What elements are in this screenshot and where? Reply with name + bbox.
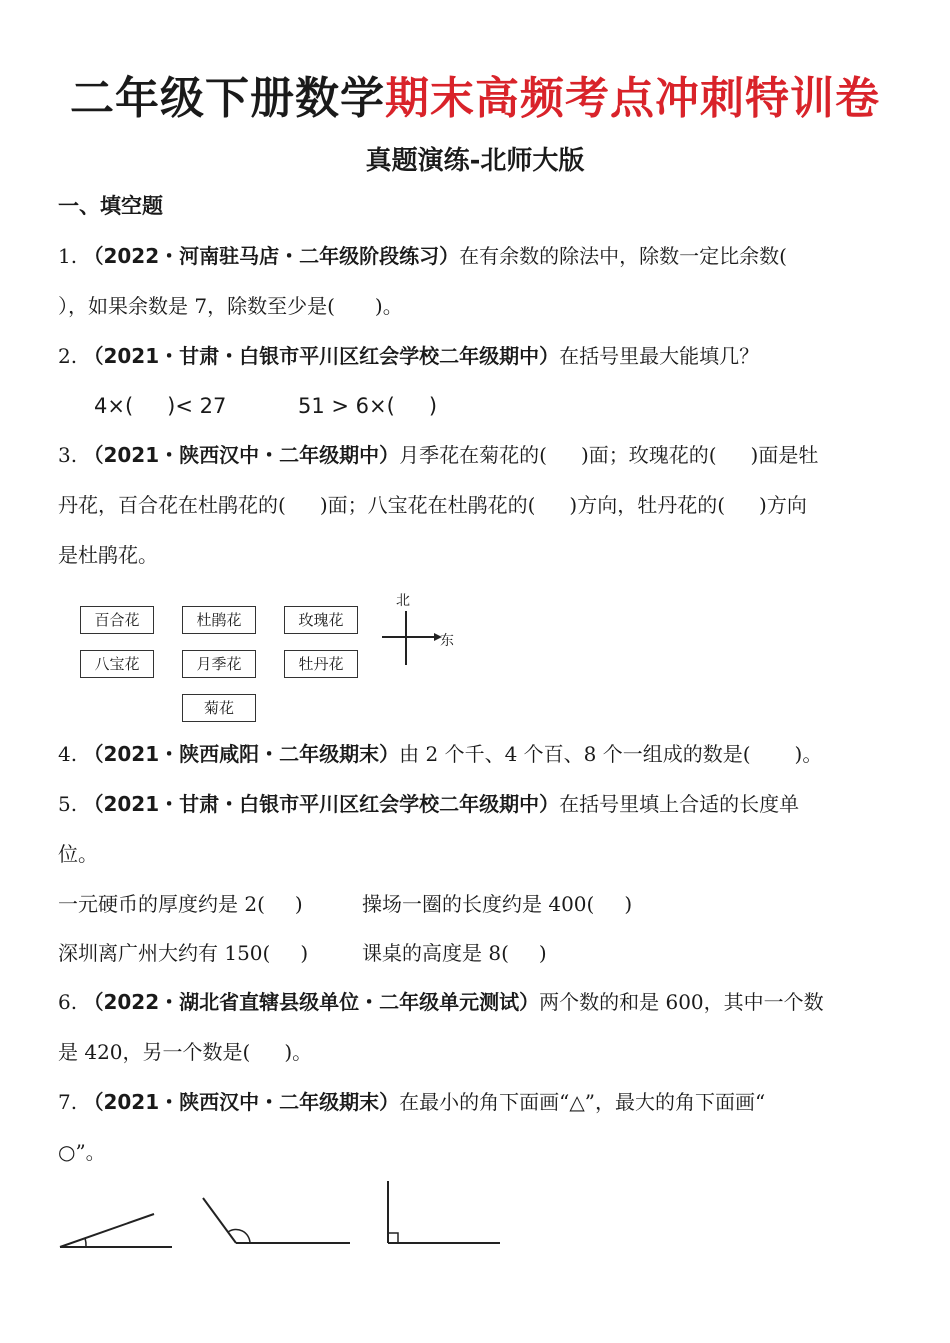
q6-text3: )。 — [284, 1040, 313, 1064]
q3-source: （2021・陕西汉中・二年级期中） — [83, 443, 400, 467]
section-heading: 一、填空题 — [58, 194, 163, 218]
q4-source: （2021・陕西咸阳・二年级期末） — [83, 742, 400, 766]
q7-line2 — [58, 1137, 106, 1167]
box-baihehua: 百合花 — [80, 606, 154, 634]
q5-coin-text: 一元硬币的厚度约是 2( — [58, 892, 265, 916]
q5-line2 — [58, 839, 98, 869]
acute-angle — [60, 1214, 172, 1247]
q1-number: 1. — [58, 244, 78, 268]
angles-figure — [50, 1175, 510, 1260]
q2-expr1-right: )< 27 — [167, 394, 227, 418]
q5-text1: 在括号里填上合适的长度单 — [559, 792, 800, 816]
q1-source: （2022・河南驻马店・二年级阶段练习） — [83, 244, 460, 268]
q3-text4: 丹花，百合花在杜鹃花的( — [58, 493, 286, 517]
q3-text8: 是杜鹃花。 — [58, 543, 158, 567]
q3-text5: )面；八宝花在杜鹃花的( — [319, 493, 536, 517]
q2-expr2 — [298, 391, 437, 421]
q5-desk-close: ) — [538, 941, 547, 965]
compass-north: 北 — [396, 593, 410, 609]
q4-text1: 由 2 个千、4 个百、8 个一组成的数是( — [399, 742, 751, 766]
q2-expr2-right: ) — [428, 394, 438, 418]
q3-number: 3. — [58, 443, 78, 467]
q1-line2 — [58, 291, 403, 321]
q3-line3 — [58, 540, 158, 570]
box-yuejihua: 月季花 — [182, 650, 256, 678]
q6-line1 — [58, 987, 824, 1017]
box-mudanhua: 牡丹花 — [284, 650, 358, 678]
q5-line1 — [58, 789, 799, 819]
box-babaohua: 八宝花 — [80, 650, 154, 678]
q2-expr1-left: 4×( — [94, 394, 134, 418]
q6-line2 — [58, 1037, 312, 1067]
q3-text1: 月季花在菊花的( — [399, 443, 547, 467]
box-dujuanhua: 杜鹃花 — [182, 606, 256, 634]
q1-text2: ），如果余数是 7，除数至少是( — [58, 294, 335, 318]
q5-distance-close: ) — [300, 941, 309, 965]
q2-source: （2021・甘肃・白银市平川区红会学校二年级期中） — [83, 344, 560, 368]
q2-line1 — [58, 341, 759, 371]
q2-expr2-left: 51 > 6×( — [298, 394, 395, 418]
q5-desk-text: 课桌的高度是 8( — [362, 941, 509, 965]
q5-number: 5. — [58, 792, 78, 816]
q6-source: （2022・湖北省直辖县级单位・二年级单元测试） — [83, 990, 540, 1014]
q2-text1: 在括号里最大能填几？ — [559, 344, 760, 368]
q7-source: （2021・陕西汉中・二年级期末） — [83, 1090, 400, 1114]
q6-text1: 两个数的和是 600，其中一个数 — [539, 990, 824, 1014]
q4-text2: )。 — [794, 742, 823, 766]
q3-text6: )方向，牡丹花的( — [569, 493, 726, 517]
q1-text1: 在有余数的除法中，除数一定比余数( — [459, 244, 787, 268]
q5-source: （2021・甘肃・白银市平川区红会学校二年级期中） — [83, 792, 560, 816]
page-subtitle: 真题演练-北师大版 — [365, 146, 585, 176]
right-angle — [388, 1181, 500, 1243]
q7-number: 7. — [58, 1090, 78, 1114]
title-red: 期末高频考点冲刺特训卷 — [385, 73, 880, 124]
title-black: 二年级下册数学 — [70, 73, 385, 124]
q6-text2: 是 420，另一个数是( — [58, 1040, 251, 1064]
q6-number: 6. — [58, 990, 78, 1014]
q7-text2: ○”。 — [58, 1140, 106, 1164]
compass-icon — [378, 605, 448, 670]
q3-text3: )面是牡 — [750, 443, 819, 467]
q4-line1 — [58, 739, 822, 769]
q5-distance-text: 深圳离广州大约有 150( — [58, 941, 271, 965]
q1-text3: )。 — [374, 294, 403, 318]
page-title — [0, 62, 950, 126]
q5-item-distance — [58, 938, 308, 968]
q3-line2 — [58, 490, 807, 520]
box-meiguihua: 玫瑰花 — [284, 606, 358, 634]
q5-coin-close: ) — [294, 892, 303, 916]
obtuse-angle — [203, 1198, 350, 1243]
compass-east: 东 — [440, 633, 454, 649]
q2-expr1 — [94, 391, 226, 421]
q3-line1 — [58, 440, 818, 470]
q5-item-track — [362, 889, 632, 919]
q5-track-text: 操场一圈的长度约是 400( — [362, 892, 595, 916]
q5-item-desk — [362, 938, 547, 968]
box-juhua: 菊花 — [182, 694, 256, 722]
q1-line1 — [58, 241, 787, 271]
q7-line1 — [58, 1087, 765, 1117]
q4-number: 4. — [58, 742, 78, 766]
q5-track-close: ) — [624, 892, 633, 916]
q7-text1: 在最小的角下面画“△”，最大的角下面画“ — [399, 1090, 766, 1114]
q5-text2: 位。 — [58, 842, 98, 866]
q5-item-coin — [58, 889, 303, 919]
q3-text7: )方向 — [759, 493, 807, 517]
q2-number: 2. — [58, 344, 78, 368]
q3-text2: )面；玫瑰花的( — [580, 443, 717, 467]
